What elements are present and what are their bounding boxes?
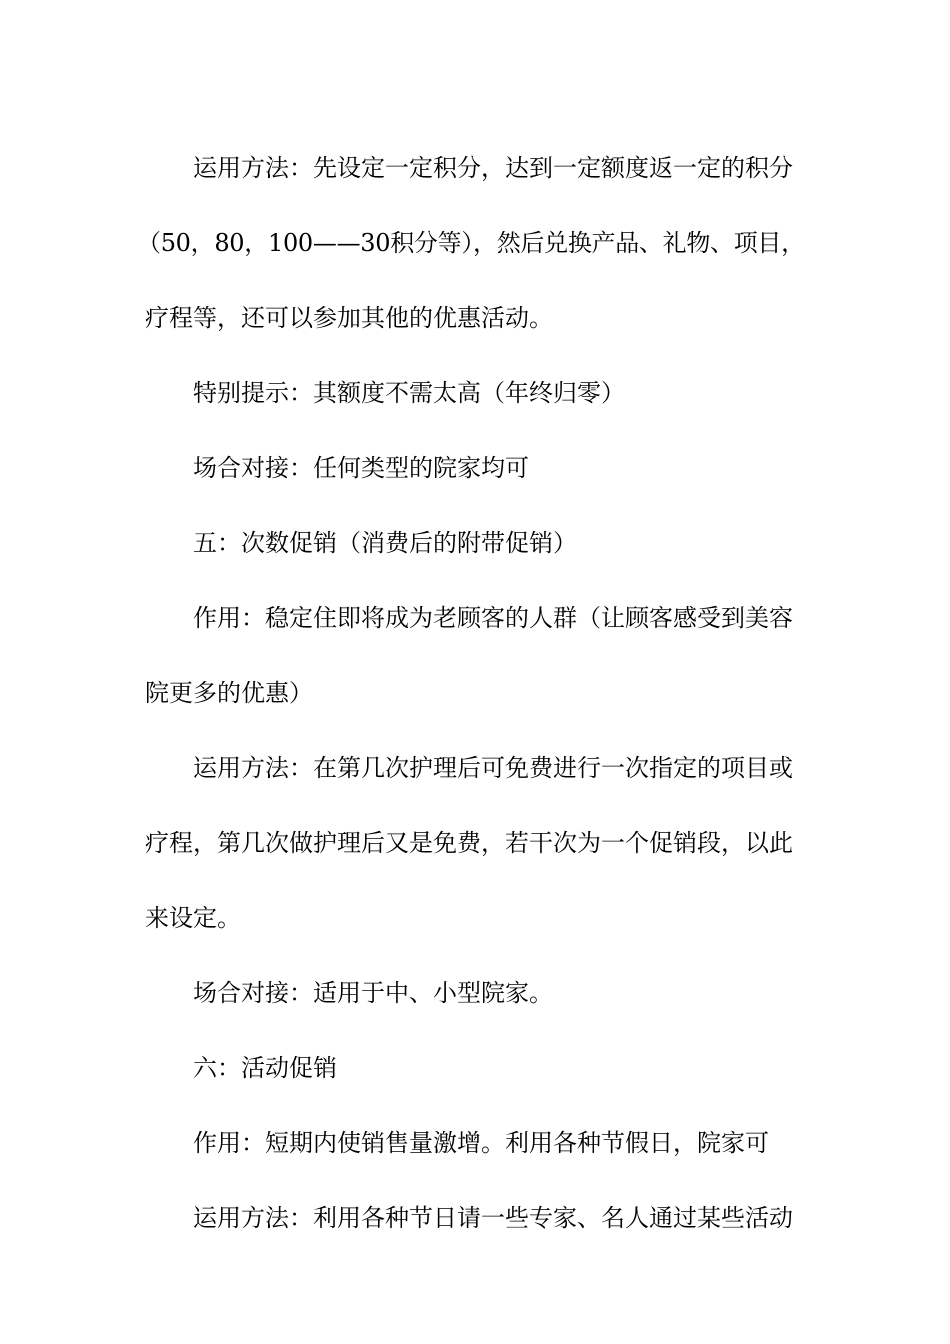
paragraph-points-method xyxy=(137,131,825,356)
paragraph-special-tip xyxy=(145,356,825,431)
section-heading-five xyxy=(145,506,825,581)
text-line: 场合对接：任何类型的院家均可 xyxy=(193,454,529,482)
text-line: 作用：短期内使销售量激增。利用各种节假日，院家可 xyxy=(193,1129,769,1157)
text-line: 院更多的优惠） xyxy=(145,679,313,707)
paragraph-effect-activity xyxy=(145,1106,825,1181)
text-line: 六：活动促销 xyxy=(193,1054,337,1082)
text-line: 运用方法：先设定一定积分，达到一定额度返一定的积分 xyxy=(193,154,793,182)
text-line: 疗程，第几次做护理后又是免费，若干次为一个促销段，以此 xyxy=(145,829,793,857)
text-line: 特别提示：其额度不需太高（年终归零） xyxy=(193,379,625,407)
text-line: 运用方法：利用各种节日请一些专家、名人通过某些活动 xyxy=(193,1204,793,1232)
paragraph-effect-count xyxy=(145,581,825,731)
paragraph-occasion xyxy=(145,431,825,506)
text-line: 运用方法：在第几次护理后可免费进行一次指定的项目或 xyxy=(193,754,793,782)
text-line: 场合对接：适用于中、小型院家。 xyxy=(193,979,553,1007)
text-line: 作用：稳定住即将成为老顾客的人群（让顾客感受到美容 xyxy=(193,604,793,632)
document-body xyxy=(137,131,825,1256)
text-line: 疗程等，还可以参加其他的优惠活动。 xyxy=(145,304,553,332)
paragraph-count-method xyxy=(145,731,825,956)
section-heading-six xyxy=(145,1031,825,1106)
paragraph-occasion-small xyxy=(145,956,825,1031)
text-line: （50，80，100——30积分等），然后兑换产品、礼物、项目， xyxy=(137,229,805,257)
text-line: 来设定。 xyxy=(145,904,241,932)
paragraph-activity-method xyxy=(145,1181,825,1256)
text-line: 五：次数促销（消费后的附带促销） xyxy=(193,529,577,557)
